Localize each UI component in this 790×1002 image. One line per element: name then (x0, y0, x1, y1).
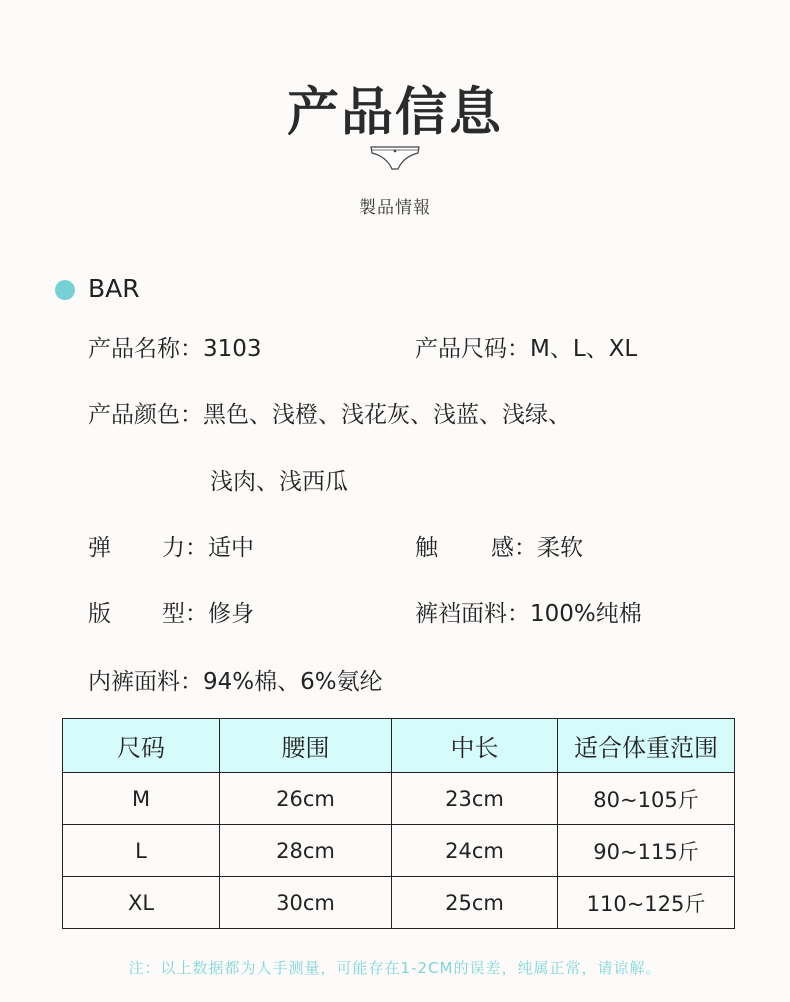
inner-fabric-row (88, 667, 383, 697)
product-size-value: M、L、XL (530, 336, 638, 362)
table-row (63, 825, 735, 877)
elasticity-value: 适中 (208, 535, 254, 561)
column-header-weight-range: 适合体重范围 (558, 719, 735, 773)
table-row (63, 877, 735, 929)
crotch-fabric-key: 裤裆面料： (415, 601, 530, 627)
product-color-key: 产品颜色： (88, 402, 203, 428)
product-name-value: 3103 (203, 336, 262, 362)
fit-key-b: 型： (162, 601, 208, 627)
elasticity-key-a: 弹 (88, 535, 111, 561)
product-color-value-1: 黑色、浅橙、浅花灰、浅蓝、浅绿、 (203, 402, 571, 428)
table-cell-weight: 90~115斤 (558, 825, 735, 877)
table-cell-size: M (63, 773, 220, 825)
crotch-fabric-row (415, 599, 642, 629)
table-cell-waist: 28cm (220, 825, 392, 877)
product-name-key: 产品名称： (88, 336, 203, 362)
size-table (62, 718, 735, 929)
product-size-key: 产品尺码： (415, 336, 530, 362)
table-cell-weight: 80~105斤 (558, 773, 735, 825)
column-header-waist: 腰围 (220, 719, 392, 773)
page-subtitle: 製品情報 (359, 198, 431, 218)
product-color-value-2: 浅肉、浅西瓜 (210, 469, 348, 495)
elasticity-row (88, 533, 254, 563)
size-table-header-row (63, 719, 735, 773)
fit-key-a: 版 (88, 601, 111, 627)
inner-fabric-key: 内裤面料： (88, 669, 203, 695)
measurement-note: 注：以上数据都为人手测量，可能存在1-2CM的误差，纯属正常，请谅解。 (128, 959, 662, 977)
section-label: BAR (88, 274, 140, 303)
touch-key-b: 感： (491, 535, 537, 561)
elasticity-key-b: 力： (162, 535, 208, 561)
table-row (63, 773, 735, 825)
table-cell-length: 23cm (392, 773, 558, 825)
touch-row (415, 533, 583, 563)
table-cell-waist: 26cm (220, 773, 392, 825)
table-cell-waist: 30cm (220, 877, 392, 929)
column-header-length: 中长 (392, 719, 558, 773)
touch-value: 柔软 (537, 535, 583, 561)
product-size-row (415, 334, 637, 364)
table-cell-size: L (63, 825, 220, 877)
product-name-row (88, 334, 262, 364)
product-color-row (88, 400, 571, 430)
inner-fabric-value: 94%棉、6%氨纶 (203, 669, 383, 695)
table-cell-size: XL (63, 877, 220, 929)
bullet-dot-icon (55, 280, 75, 300)
fit-row (88, 599, 254, 629)
column-header-size: 尺码 (63, 719, 220, 773)
page-title: 产品信息 (286, 82, 503, 143)
underwear-icon (370, 143, 420, 173)
table-cell-length: 25cm (392, 877, 558, 929)
table-cell-weight: 110~125斤 (558, 877, 735, 929)
table-cell-length: 24cm (392, 825, 558, 877)
touch-key-a: 触 (415, 535, 438, 561)
fit-value: 修身 (208, 601, 254, 627)
crotch-fabric-value: 100%纯棉 (530, 601, 642, 627)
